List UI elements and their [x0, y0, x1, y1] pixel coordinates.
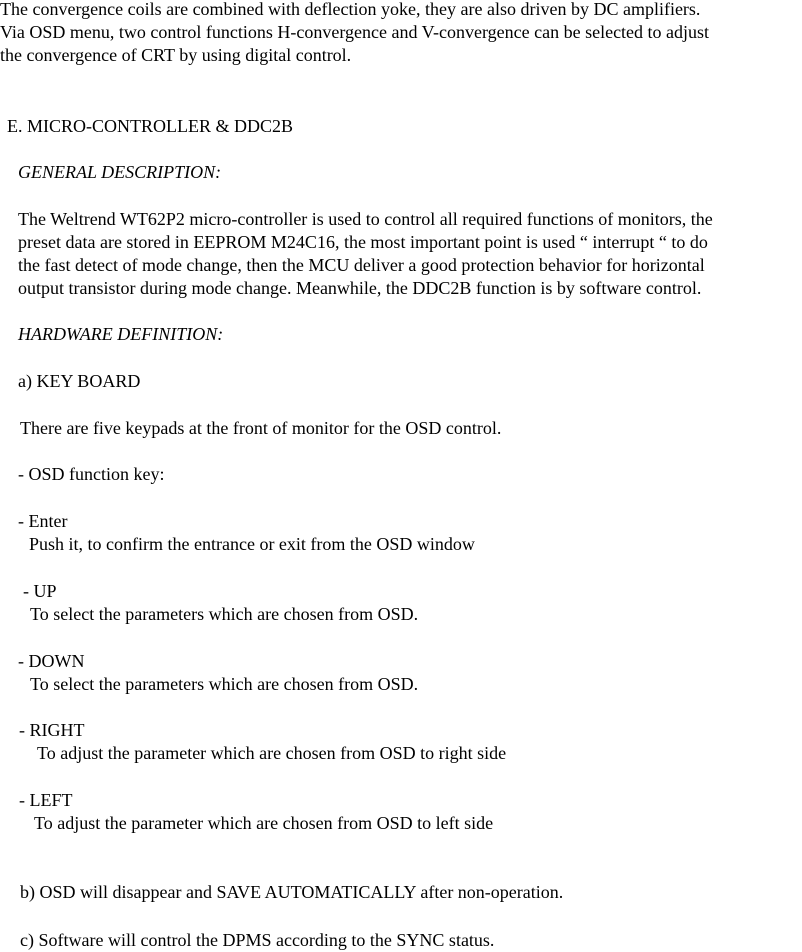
general-line-4: output transistor during mode change. Meanwhile, the DDC2B function is by software control. [18, 278, 702, 298]
intro-line-3: the convergence of CRT by using digital control. [0, 45, 352, 65]
key-up-name: - UP [23, 581, 57, 601]
key-right-name: - RIGHT [19, 720, 85, 740]
key-down-desc: To select the parameters which are chosen from OSD. [30, 674, 419, 694]
section-heading: E. MICRO-CONTROLLER & DDC2B [7, 116, 294, 136]
key-enter-name: - Enter [18, 511, 68, 531]
general-line-2: preset data are stored in EEPROM M24C16, the most important point is used “ interrupt “ to do [18, 232, 708, 252]
intro-line-1: The convergence coils are combined with deflection yoke, they are also driven by DC amplifiers. [0, 0, 701, 19]
item-b: b) OSD will disappear and SAVE AUTOMATICALLY after non-operation. [20, 882, 564, 902]
item-c: c) Software will control the DPMS according to the SYNC status. [20, 930, 495, 950]
key-left-name: - LEFT [19, 790, 73, 810]
general-line-1: The Weltrend WT62P2 micro-controller is used to control all required functions of monitors, the [18, 209, 713, 229]
intro-line-2: Via OSD menu, two control functions H-convergence and V-convergence can be selected to adjust [0, 22, 710, 42]
general-description-heading: GENERAL DESCRIPTION: [18, 162, 222, 182]
key-down-name: - DOWN [18, 651, 85, 671]
keyboard-title: a) KEY BOARD [18, 371, 141, 391]
key-enter-desc: Push it, to confirm the entrance or exit from the OSD window [29, 534, 475, 554]
key-right-desc: To adjust the parameter which are chosen from OSD to right side [37, 743, 507, 763]
key-left-desc: To adjust the parameter which are chosen from OSD to left side [34, 813, 494, 833]
general-line-3: the fast detect of mode change, then the MCU deliver a good protection behavior for horizontal [18, 255, 705, 275]
osd-function-key-label: - OSD function key: [18, 464, 165, 484]
key-up-desc: To select the parameters which are chosen from OSD. [30, 604, 419, 624]
keyboard-intro: There are five keypads at the front of monitor for the OSD control. [20, 418, 502, 438]
hardware-definition-heading: HARDWARE DEFINITION: [18, 324, 224, 344]
